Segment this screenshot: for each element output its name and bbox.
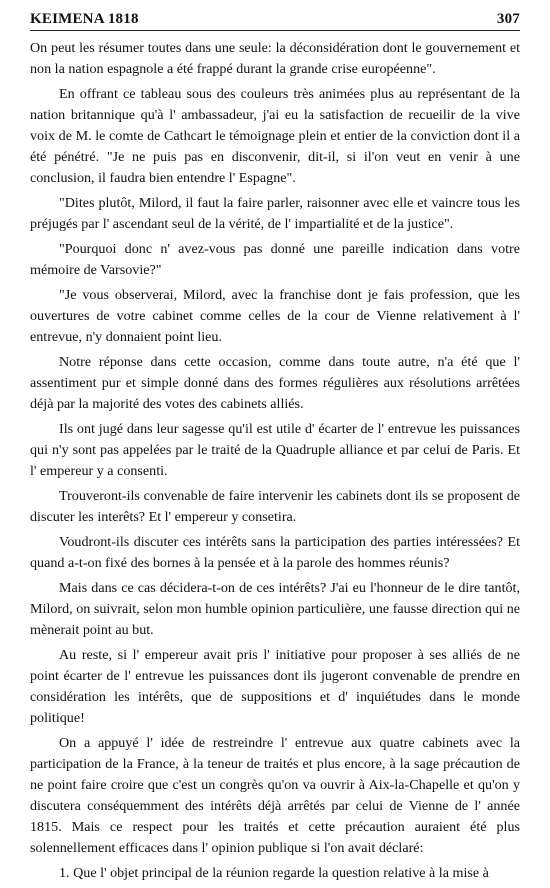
paragraph: Mais dans ce cas décidera-t-on de ces intérêts? J'ai eu l'honneur de le dire tantôt, Milord, on suivrait, selon mon humble opinion particulière, une fausse direction qui ne mènerait point au but. <box>30 580 520 638</box>
paragraph: "Je vous observerai, Milord, avec la franchise dont je fais profession, que les ouvertures de votre cabinet comme celles de la cour de Vienne relativement à l' entrevue, n'y donnaient point lieu. <box>30 287 520 345</box>
paragraph: On peut les résumer toutes dans une seule: la déconsidération dont le gouvernement et non la nation espagnole a été frappé durant la grande crise européenne". <box>30 40 520 77</box>
paragraph: "Dites plutôt, Milord, il faut la faire parler, raisonner avec elle et vaincre tous les préjugés par l' ascendant seul de la vérité, de l' impartialité et de la justice". <box>30 195 520 232</box>
running-title: KEIMENA 1818 <box>30 11 139 27</box>
paragraph: "Pourquoi donc n' avez-vous pas donné une pareille indication dans votre mémoire de Varsovie?" <box>30 241 520 278</box>
page-number: 307 <box>496 11 520 27</box>
running-header <box>30 11 520 31</box>
paragraph: Ils ont jugé dans leur sagesse qu'il est utile d' écarter de l' entrevue les puissances qui n'y sont pas appelées par le traité de la Quadruple alliance et par celui de Paris. Et l' empereur y a consenti. <box>30 421 520 479</box>
paragraph: 1. Que l' objet principal de la réunion regarde la question relative à la mise à <box>59 865 489 881</box>
header-rule <box>30 30 520 31</box>
paragraph: Trouveront-ils convenable de faire intervenir les cabinets dont ils se proposent de discuter les interêts? Et l' empereur y consetira. <box>30 488 520 525</box>
paragraph: On a appuyé l' idée de restreindre l' entrevue aux quatre cabinets avec la participation de la France, à la teneur de traités et plus encore, à la sage précaution de ne point faire croire que c'est un congrès qu'on va ouvrir à Aix-la-Chapelle et qu'on y discutera conséquemment des intérêts déjà arrêtés par celui de Vienne de l' année 1815. Mais ce respect pour les traités et cette précaution auraient été plus solennellement efficaces dans l' opinion publique si l'on avait déclaré: <box>30 735 520 856</box>
body-text <box>30 38 520 888</box>
paragraph: En offrant ce tableau sous des couleurs très animées plus au représentant de la nation britannique qu'à l' ambassadeur, j'ai eu la satisfaction de recueilir de la vive voix de M. le comte de Cathcart le témoignage plein et entier de la conviction dont il a été pénétré. "Je ne puis pas en disconvenir, dit-il, si il'on veut en venir à une conclusion, il faudra bien entendre l' Espagne". <box>30 86 520 186</box>
paragraph: Notre réponse dans cette occasion, comme dans toute autre, n'a été que l' assentiment pur et simple donné dans des formes régulières aux résolutions arrêtées déjà par la majorité des votes des cabinets alliés. <box>30 354 520 412</box>
paragraph: Au reste, si l' empereur avait pris l' initiative pour proposer à ses alliés de ne point écarter de l' entrevue les puissances dont ils jugeront convenable de prendre en considération les intérêts, que de suppositions et d' inquiétudes dans le monde politique! <box>30 647 520 726</box>
paragraph: Voudront-ils discuter ces intérêts sans la participation des parties intéressées? Et quand a-t-on fixé des bornes à la pensée et à la parole des hommes réunis? <box>30 534 520 571</box>
